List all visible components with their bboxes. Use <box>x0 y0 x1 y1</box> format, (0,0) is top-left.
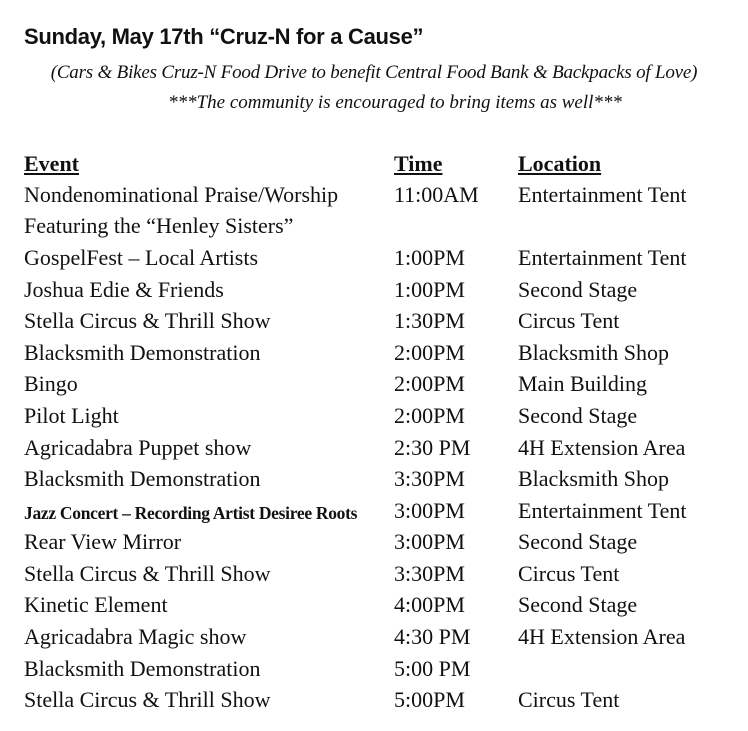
event-time: 4:30 PM <box>394 624 471 649</box>
schedule-row <box>0 340 748 371</box>
schedule-row <box>0 245 748 276</box>
schedule-row <box>0 435 748 466</box>
event-time: 5:00 PM <box>394 656 471 681</box>
event-column-header: Event <box>24 151 79 176</box>
schedule-row <box>0 687 748 718</box>
event-time: 2:00PM <box>394 403 465 428</box>
event-location: Blacksmith Shop <box>518 340 669 365</box>
event-name: Jazz Concert – Recording Artist Desiree Roots <box>24 503 358 523</box>
event-name: Blacksmith Demonstration <box>24 656 261 681</box>
event-name: Featuring the “Henley Sisters” <box>24 213 294 238</box>
event-location: Main Building <box>518 371 647 396</box>
event-location: Second Stage <box>518 592 638 617</box>
event-time: 3:30PM <box>394 561 465 586</box>
event-time: 5:00PM <box>394 687 465 712</box>
event-name: Rear View Mirror <box>24 529 182 554</box>
event-time: 3:00PM <box>394 529 465 554</box>
event-location: Second Stage <box>518 403 638 428</box>
schedule-row <box>0 656 748 687</box>
page-title: Sunday, May 17th “Cruz-N for a Cause” <box>24 24 424 49</box>
event-location: Entertainment Tent <box>518 182 687 207</box>
event-name: GospelFest – Local Artists <box>24 245 259 270</box>
schedule-row <box>0 529 748 560</box>
event-location: Entertainment Tent <box>518 498 687 523</box>
schedule-row <box>0 624 748 655</box>
event-name: Agricadabra Puppet show <box>24 435 252 460</box>
schedule-row <box>0 403 748 434</box>
event-time: 1:00PM <box>394 245 465 270</box>
event-location: Circus Tent <box>518 687 620 712</box>
event-location: Circus Tent <box>518 308 620 333</box>
location-column-header: Location <box>518 151 602 176</box>
time-column-header: Time <box>394 151 443 176</box>
event-name: Agricadabra Magic show <box>24 624 247 649</box>
schedule-row <box>0 371 748 402</box>
schedule-row <box>0 182 748 213</box>
event-time: 3:00PM <box>394 498 465 523</box>
schedule-row <box>0 213 748 244</box>
event-time: 2:00PM <box>394 371 465 396</box>
event-time: 2:30 PM <box>394 435 471 460</box>
event-subtitle: (Cars & Bikes Cruz-N Food Drive to benefit Central Food Bank & Backpacks of Love) <box>50 62 698 83</box>
event-time: 2:00PM <box>394 340 465 365</box>
schedule-row <box>0 466 748 497</box>
schedule-row <box>0 561 748 592</box>
schedule-row <box>0 498 748 529</box>
schedule-header <box>0 151 748 182</box>
event-location: 4H Extension Area <box>518 435 686 460</box>
event-location: 4H Extension Area <box>518 624 686 649</box>
event-name: Pilot Light <box>24 403 119 428</box>
event-name: Stella Circus & Thrill Show <box>24 308 271 333</box>
event-time: 3:30PM <box>394 466 465 491</box>
schedule-row <box>0 308 748 339</box>
event-name: Kinetic Element <box>24 592 168 617</box>
event-name: Bingo <box>24 371 78 396</box>
event-time: 1:30PM <box>394 308 465 333</box>
event-time: 11:00AM <box>394 182 479 207</box>
event-location: Entertainment Tent <box>518 245 687 270</box>
community-note: ***The community is encouraged to bring items as well*** <box>168 92 622 113</box>
event-name: Blacksmith Demonstration <box>24 340 261 365</box>
event-name: Stella Circus & Thrill Show <box>24 687 271 712</box>
event-location: Circus Tent <box>518 561 620 586</box>
event-time: 4:00PM <box>394 592 465 617</box>
schedule-row <box>0 277 748 308</box>
event-location: Second Stage <box>518 529 638 554</box>
event-location: Second Stage <box>518 277 638 302</box>
event-name: Joshua Edie & Friends <box>24 277 224 302</box>
event-name: Nondenominational Praise/Worship <box>24 182 339 207</box>
event-name: Blacksmith Demonstration <box>24 466 261 491</box>
event-time: 1:00PM <box>394 277 465 302</box>
event-location: Blacksmith Shop <box>518 466 669 491</box>
schedule-row <box>0 592 748 623</box>
event-name: Stella Circus & Thrill Show <box>24 561 271 586</box>
